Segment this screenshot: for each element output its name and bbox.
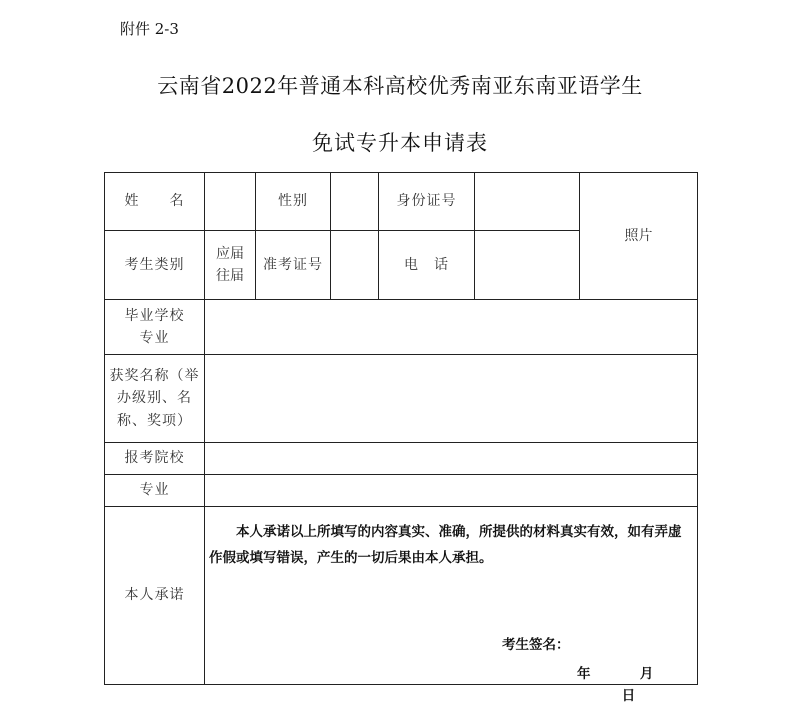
category-options[interactable] [205, 231, 256, 300]
major-label: 专业 [139, 330, 170, 346]
phone-label: 电 话 [379, 231, 475, 300]
award-label-line2: 办级别、名 [117, 390, 192, 407]
id-number-field[interactable] [475, 173, 580, 231]
category-previous: 往届 [216, 268, 244, 284]
photo-label: 照片 [624, 227, 653, 244]
school-major-label [105, 300, 205, 355]
pledge-label: 本人承诺 [105, 507, 205, 685]
date-day: 日 [621, 687, 636, 704]
school-major-field[interactable] [205, 300, 698, 355]
form-title: 云南省2022年普通本科高校优秀南亚东南亚语学生 [157, 74, 643, 98]
date-year: 年 [577, 666, 591, 682]
phone-field[interactable] [475, 231, 580, 300]
gender-label: 性别 [256, 173, 331, 231]
category-fresh: 应届 [216, 245, 244, 262]
apply-school-label: 报考院校 [105, 443, 205, 475]
apply-major-field[interactable] [205, 475, 698, 507]
award-label-line3: 称、奖项） [117, 412, 192, 429]
id-number-label: 身份证号 [379, 173, 475, 231]
signature-label: 考生签名： [502, 637, 570, 653]
signature-date [577, 664, 697, 707]
photo-box[interactable] [580, 173, 698, 300]
application-form-table [104, 172, 698, 704]
exam-number-field[interactable] [331, 231, 379, 300]
annex-label: 附件 2-3 [120, 20, 179, 38]
award-label [105, 355, 205, 443]
exam-number-label: 准考证号 [256, 231, 331, 300]
form-subtitle: 免试专升本申请表 [312, 131, 488, 155]
award-field[interactable] [205, 355, 698, 443]
pledge-text: 本人承诺以上所填写的内容真实、准确，所提供的材料真实有效，如有弄虚作假或填写错误，产生的一切后果由本人承担。 [209, 524, 682, 566]
name-field[interactable] [205, 173, 256, 231]
gender-field[interactable] [331, 173, 379, 231]
pledge-cell [205, 507, 698, 704]
apply-school-field[interactable] [205, 443, 698, 475]
apply-major-label: 专业 [105, 475, 205, 507]
award-label-line1: 获奖名称（举 [109, 367, 200, 384]
date-month: 月 [639, 666, 654, 682]
name-label: 姓 名 [105, 173, 205, 231]
category-label: 考生类别 [105, 231, 205, 300]
graduation-school-label: 毕业学校 [124, 307, 185, 324]
